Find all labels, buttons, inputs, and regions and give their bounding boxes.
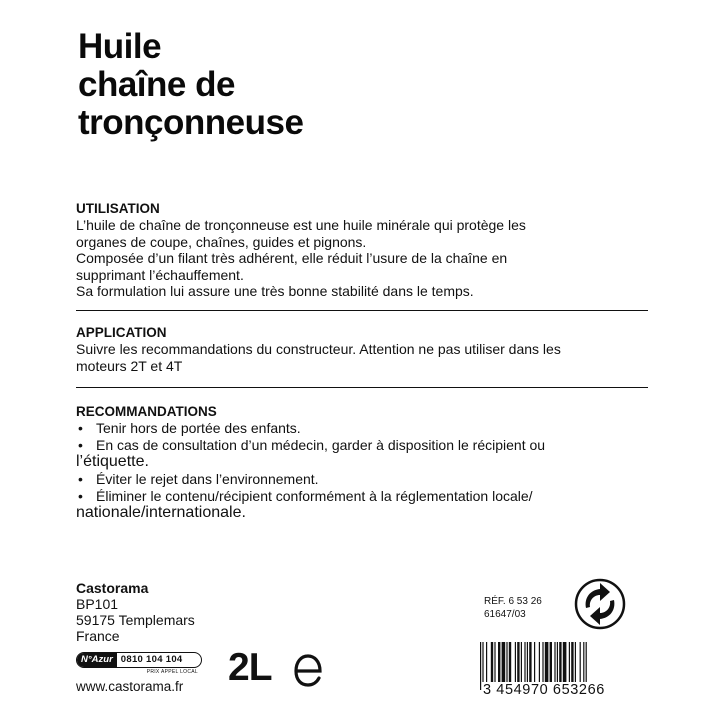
list-item [76,471,648,488]
list-item [76,437,648,454]
azur-label: N°Azur [77,653,117,667]
application-section [76,325,648,374]
recommandations-heading: RECOMMANDATIONS [76,404,217,419]
recommandation-text-1: Tenir hors de portée des enfants. [96,420,301,436]
divider-2 [76,387,648,388]
company-country: France [76,628,120,644]
application-line-2: moteurs 2T et 4T [76,357,183,374]
azur-number: 0810 104 104 [120,654,183,665]
product-title [78,28,303,142]
utilisation-section [76,201,648,300]
company-po-box: BP101 [76,596,119,612]
company-city: 59175 Templemars [76,612,195,628]
recommandation-text-4-cont: nationale/internationale. [76,504,246,521]
utilisation-line-3: Composée d’un filant très adhérent, elle réduit l’usure de la chaîne en [76,250,508,266]
bullet: • [78,420,83,436]
recommandation-text-2: En cas de consultation d’un médecin, garder à disposition le récipient ou [96,436,546,453]
recommandation-text-2-cont: l’étiquette. [76,453,149,470]
e-mark-icon [290,650,326,690]
recommandation-text-4: Éliminer le contenu/récipient conformément à la réglementation locale/ [96,487,533,504]
title-line-1: Huile [78,27,162,66]
bullet: • [78,436,83,453]
utilisation-line-4: supprimant l’échauffement. [76,266,244,283]
utilisation-heading: UTILISATION [76,201,160,216]
recommandation-text-3: Éviter le rejet dans l’environnement. [96,471,319,487]
reference-code: 61647/03 [484,609,526,620]
green-dot-recycling-icon [574,578,626,630]
azur-subtitle: PRIX APPEL LOCAL [146,669,198,675]
company-name: Castorama [76,580,149,596]
volume-label: 2L [228,646,272,689]
barcode-number: 3 454970 653266 [483,682,605,698]
reference-number: RÉF. 6 53 26 [484,596,542,607]
website-link[interactable]: www.castorama.fr [76,679,184,694]
company-address [76,580,195,644]
application-heading: APPLICATION [76,325,167,340]
reference-block [484,595,542,621]
utilisation-line-1: L’huile de chaîne de tronçonneuse est une huile minérale qui protège les [76,217,526,233]
title-line-2: chaîne de [78,65,235,104]
list-item [76,488,648,505]
list-item [76,420,648,437]
utilisation-line-5: Sa formulation lui assure une très bonne stabilité dans le temps. [76,283,474,299]
bullet: • [78,471,83,487]
bullet: • [78,487,83,504]
azur-phone-badge [76,652,202,674]
divider-1 [76,310,648,311]
utilisation-line-2: organes de coupe, chaînes, guides et pignons. [76,233,367,250]
recommandations-section [76,404,648,522]
application-line-1: Suivre les recommandations du constructeur. Attention ne pas utiliser dans les [76,341,561,357]
title-line-3: tronçonneuse [78,103,304,142]
